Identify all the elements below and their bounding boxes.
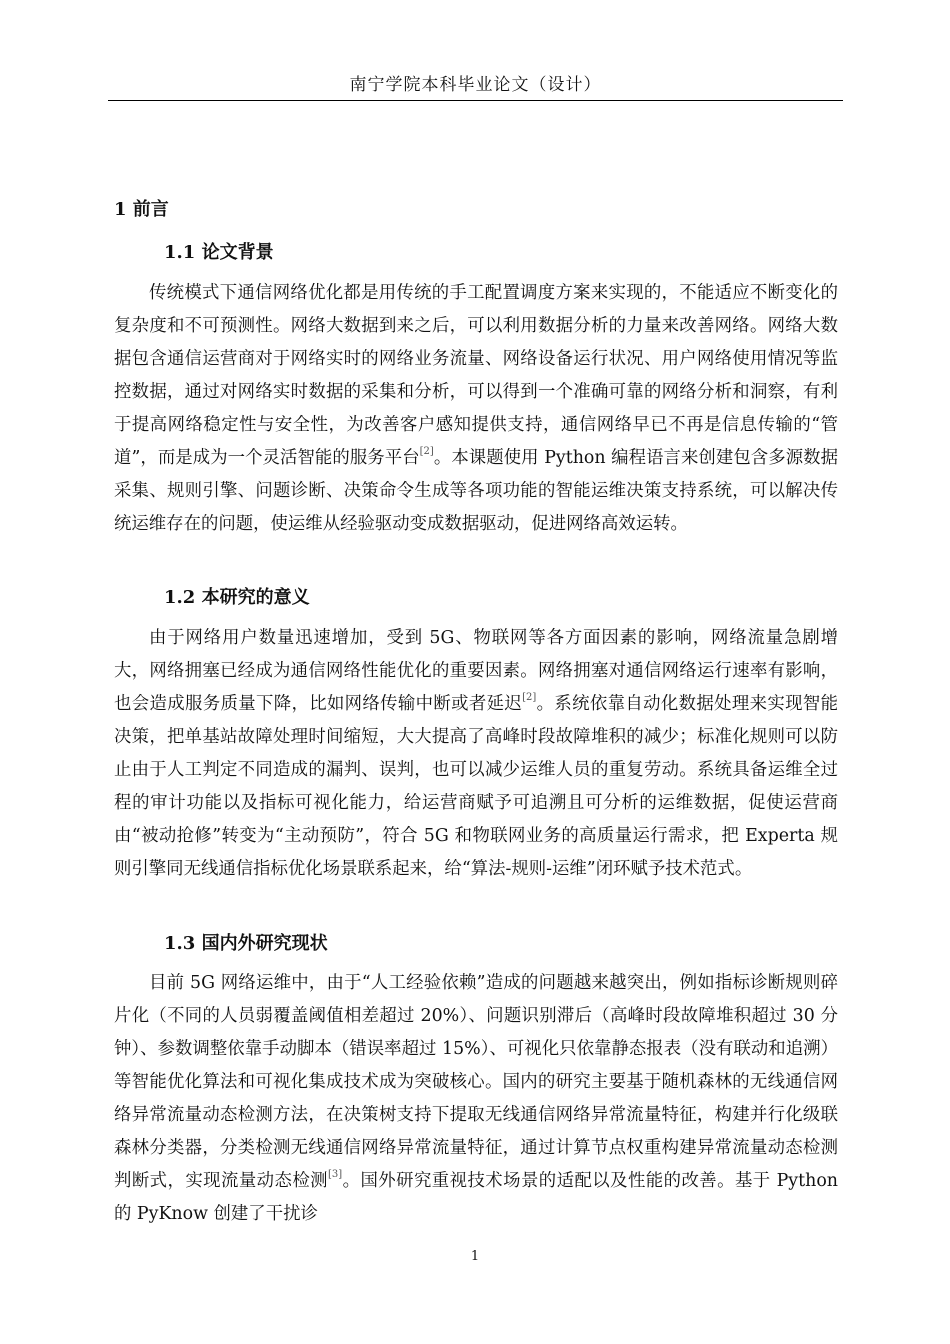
- section-1-3-heading: 1.3 国内外研究现状: [164, 933, 328, 954]
- section-1-2-heading: 1.2 本研究的意义: [164, 587, 310, 608]
- paragraph-text: 传统模式下通信网络优化都是用传统的手工配置调度方案来实现的，不能适应不断变化的复杂度和不可预测性。网络大数据到来之后，可以利用数据分析的力量来改善网络。网络大数据包含通信运营商对于网络实时的网络业务流量、网络设备运行状况、用户网络使用情况等监控数据，通过对网络实时数据的采集和分析，可以得到一个准确可靠的网络分析和洞察，有利于提高网络稳定性与安全性，为改善客户感知提供支持，通信网络早已不再是信息传输的“管道”，而是成为一个灵活智能的服务平台: [114, 283, 838, 468]
- page-header: 南宁学院本科毕业论文（设计）: [108, 70, 843, 101]
- section-1-1-heading: 1.1 论文背景: [164, 242, 274, 263]
- paragraph-text: 目前 5G 网络运维中，由于“人工经验依赖”造成的问题越来越突出，例如指标诊断规则碎片化（不同的人员弱覆盖阈值相差超过 20%）、问题识别滞后（高峰时段故障堆积超过 30 分钟）、参数调整依靠手动脚本（错误率超过 15%）、可视化只依靠静态报表（没有联动和追溯）等智能优化算法和可视化集成技术成为突破核心。国内的研究主要基于随机森林的无线通信网络异常流量动态检测方法，在决策树支持下提取无线通信网络异常流量特征，构建并行化级联森林分类器，分类检测无线通信网络异常流量特征，通过计算节点权重构建异常流量动态检测判断式，实现流量动态检测: [114, 973, 838, 1191]
- section-1-2-paragraph: [114, 622, 838, 886]
- section-1-3-paragraph: [114, 967, 838, 1231]
- page-number: 1: [470, 1249, 480, 1264]
- paragraph-text: 。国外研究重视技术场景的适配以及性能的改善。基于 Python 的 PyKnow 创建了干扰诊: [114, 1171, 838, 1224]
- citation-ref: [2]: [522, 692, 537, 703]
- citation-ref: [2]: [419, 446, 434, 457]
- citation-ref: [3]: [328, 1169, 343, 1180]
- paragraph-text: 由于网络用户数量迅速增加，受到 5G、物联网等各方面因素的影响，网络流量急剧增大，网络拥塞已经成为通信网络性能优化的重要因素。网络拥塞对通信网络运行速率有影响，也会造成服务质量下降，比如网络传输中断或者延迟: [114, 628, 838, 714]
- paragraph-text: 。本课题使用 Python 编程语言来创建包含多源数据采集、规则引擎、问题诊断、决策命令生成等各项功能的智能运维决策支持系统，可以解决传统运维存在的问题，使运维从经验驱动变成数据驱动，促进网络高效运转。: [114, 448, 838, 534]
- section-1-1-paragraph: [114, 277, 838, 541]
- section-1-heading: 1 前言: [114, 199, 169, 220]
- paragraph-text: 。系统依靠自动化数据处理来实现智能决策，把单基站故障处理时间缩短，大大提高了高峰时段故障堆积的减少；标准化规则可以防止由于人工判定不同造成的漏判、误判，也可以减少运维人员的重复劳动。系统具备运维全过程的审计功能以及指标可视化能力，给运营商赋予可追溯且可分析的运维数据，促使运营商由“被动抢修”转变为“主动预防”，符合 5G 和物联网业务的高质量运行需求，把 Experta 规则引擎同无线通信指标优化场景联系起来，给“算法-规则-运维”闭环赋予技术范式。: [114, 694, 838, 879]
